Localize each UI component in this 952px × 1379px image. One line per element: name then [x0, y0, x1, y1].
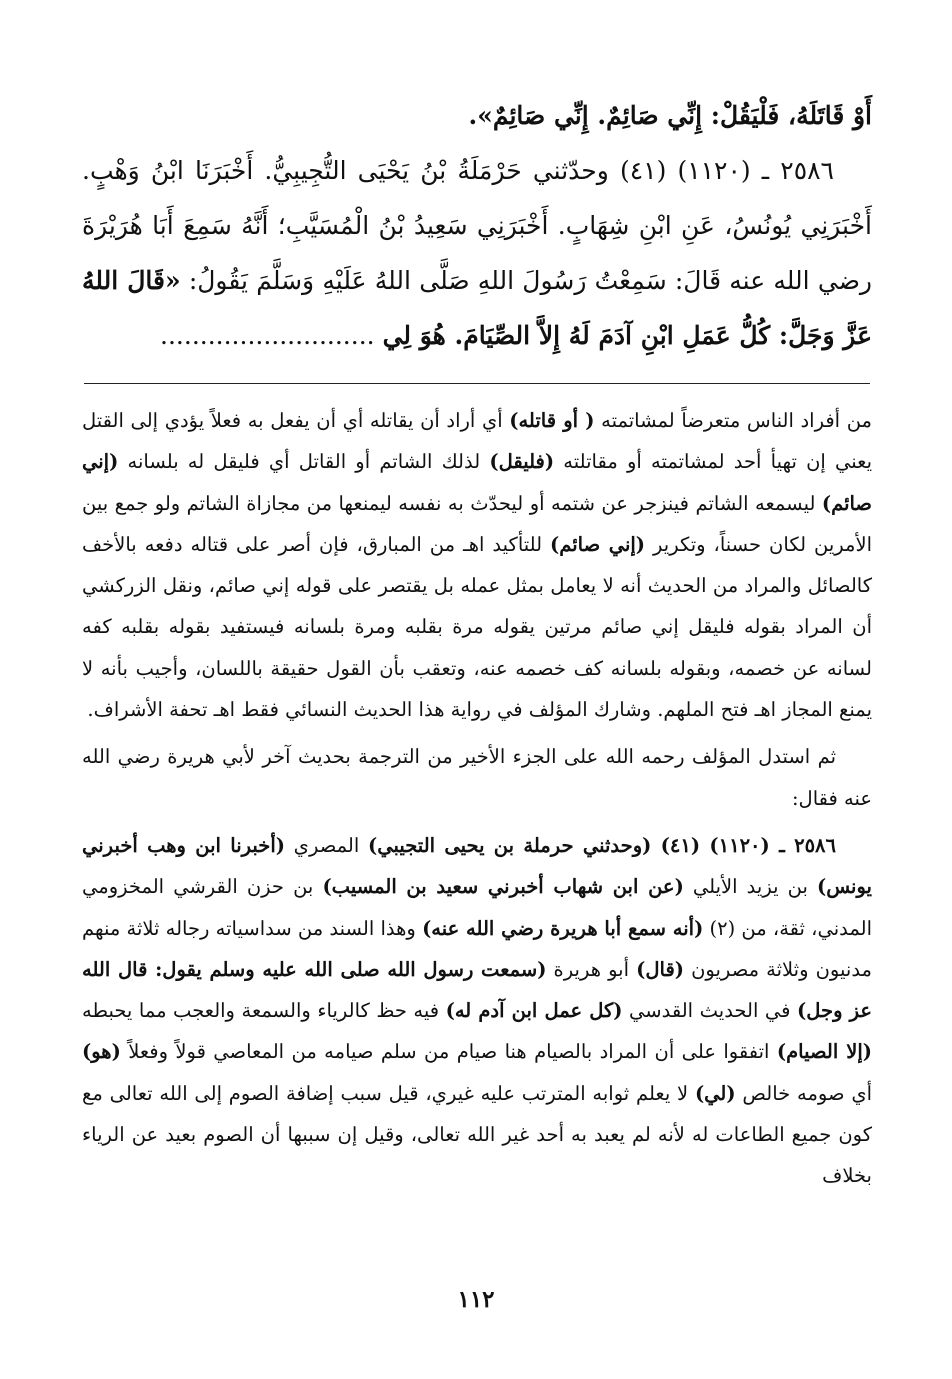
- hadith-text-section: [82, 88, 872, 363]
- commentary-text: للتأكيد اهـ من المبارق، فإن أصر على قتاله دفعه بالأخف كالصائل والمراد من الحديث أنه لا يعامل بمثل عمله بل يقتصر على قوله إني صائم، ونقل الزركشي أن المراد بقوله فليقل إني صائم مرتين يقوله مرة بقلبه ومرة بلسانه فيستفيد بقوله بقلبه كفه لسانه عن خصمه، وبقوله بلسانه كف خصمه عنه، وتعقب بأن القول حقيقة باللسان، وأجيب بأنه لا يمنع المجاز اهـ فتح الملهم. وشارك المؤلف في رواية هذا الحديث النسائي فقط اهـ تحفة الأشراف.: [82, 532, 872, 722]
- commentary-keyword: (عن ابن شهاب أخبرني سعيد بن المسيب): [322, 875, 684, 899]
- commentary-text: ليسمعه الشاتم فينزجر عن شتمه أو ليحدّث به نفسه ليمنعها من مجازاة الشاتم ولو جمع بين الأمرين لكان حسناً، وتكرير: [82, 491, 872, 556]
- hadith-number: ٢٥٨٦ ـ (١١٢٠) (٤١): [651, 833, 837, 857]
- commentary-keyword: (هو): [82, 1040, 121, 1064]
- book-page: [82, 88, 872, 1197]
- commentary-keyword: (إني صائم): [550, 532, 646, 556]
- commentary-keyword: (فليقل): [489, 450, 555, 474]
- commentary-paragraph-2: ثم استدل المؤلف رحمه الله على الجزء الأخير من الترجمة بحديث آخر لأبي هريرة رضي الله عنه فقال:: [82, 745, 872, 810]
- commentary-text: لا يعلم ثوابه المترتب عليه غيري، قيل سبب إضافة الصوم إلى الله تعالى مع كون جميع الطاعات له لأنه لم يعبد به أحد غير الله تعالى، وقيل إن سببها أن الصوم بعيد عن الرياء بخلاف: [82, 1081, 872, 1188]
- commentary-keyword: (أنه سمع أبا هريرة رضي الله عنه): [422, 916, 704, 940]
- commentary-text: بن حزن القرشي المخزومي المدني، ثقة، من (٢): [82, 875, 873, 940]
- commentary-keyword: (وحدثني حرملة بن يحيى التجيبي): [367, 833, 652, 857]
- commentary-text: أبو هريرة: [546, 957, 637, 981]
- commentary-text: من أفراد الناس متعرضاً لمشاتمته: [594, 409, 872, 432]
- commentary-paragraph-3: [82, 825, 872, 1197]
- commentary-keyword: (إلا الصيام): [776, 1040, 872, 1064]
- commentary-text: وهذا السند من سداسياته رجاله ثلاثة منهم مدنيون وثلاثة مصريون: [82, 916, 872, 981]
- hadith-narration: [82, 143, 872, 363]
- commentary-keyword: ( أو قاتله): [509, 409, 595, 432]
- commentary-keyword: (قال): [636, 957, 685, 981]
- hadith-continuation-line: أَوْ قَاتَلَهُ، فَلْيَقُلْ: إِنِّي صَائِمٌ. إِنِّي صَائِمٌ».: [468, 101, 872, 130]
- commentary-text: اتفقوا على أن المراد بالصيام هنا صيام من سلم صيامه من المعاصي قولاً وفعلاً: [120, 1040, 777, 1064]
- commentary-keyword: (سمعت رسول الله صلى الله عليه وسلم يقول: قال الله عز وجل): [82, 957, 872, 1023]
- commentary-text: أي صومه خالص: [735, 1081, 872, 1105]
- commentary-section: [82, 400, 872, 1197]
- continuation-dots: ...........................: [160, 321, 375, 350]
- commentary-text: فيه حظ كالرياء والسمعة والعجب مما يحبطه: [82, 999, 446, 1023]
- commentary-keyword: (إني صائم): [82, 450, 872, 515]
- page-number: ١١٢: [457, 1286, 495, 1313]
- commentary-keyword: (كل عمل ابن آدم له): [445, 999, 623, 1023]
- section-divider: [84, 383, 870, 384]
- commentary-text: بن يزيد الأيلي: [683, 875, 817, 899]
- narration-chain: ٢٥٨٦ ـ (١١٢٠) (٤١) وحدّثني حَرْمَلَةُ بْنُ يَحْيَى التُّجِيبِيُّ. أَخْبَرَنَا ابْنُ وَهْبٍ. أَخْبَرَنِي يُونُسُ، عَنِ ابْنِ شِهَابٍ. أَخْبَرَنِي سَعِيدُ بْنُ الْمُسَيَّبِ؛ أَنَّهُ سَمِعَ أَبَا هُرَيْرَةَ رضي الله عنه قَالَ: سَمِعْتُ رَسُولَ اللهِ صَلَّى اللهُ عَلَيْهِ وَسَلَّمَ يَقُولُ:: [82, 156, 872, 295]
- hadith-quote: «قَالَ اللهُ عَزَّ وَجَلَّ: كُلُّ عَمَلِ ابْنِ آدَمَ لَهُ إِلاَّ الصِّيَامَ. هُوَ لِي: [82, 266, 872, 350]
- commentary-keyword: (لي): [694, 1081, 736, 1105]
- commentary-text: في الحديث القدسي: [622, 999, 798, 1023]
- commentary-text: أي أراد أن يقاتله أي أن يفعل به فعلاً يؤدي إلى القتل يعني إن تهيأ أحد لمشاتمته أو مقاتلته: [82, 409, 872, 474]
- commentary-keyword: (أخبرنا ابن وهب أخبرني يونس): [82, 833, 872, 899]
- commentary-paragraph-1: [82, 400, 872, 730]
- commentary-text: لذلك الشاتم أو القاتل أي فليقل له بلسانه: [118, 450, 490, 474]
- commentary-text: المصري: [284, 833, 368, 857]
